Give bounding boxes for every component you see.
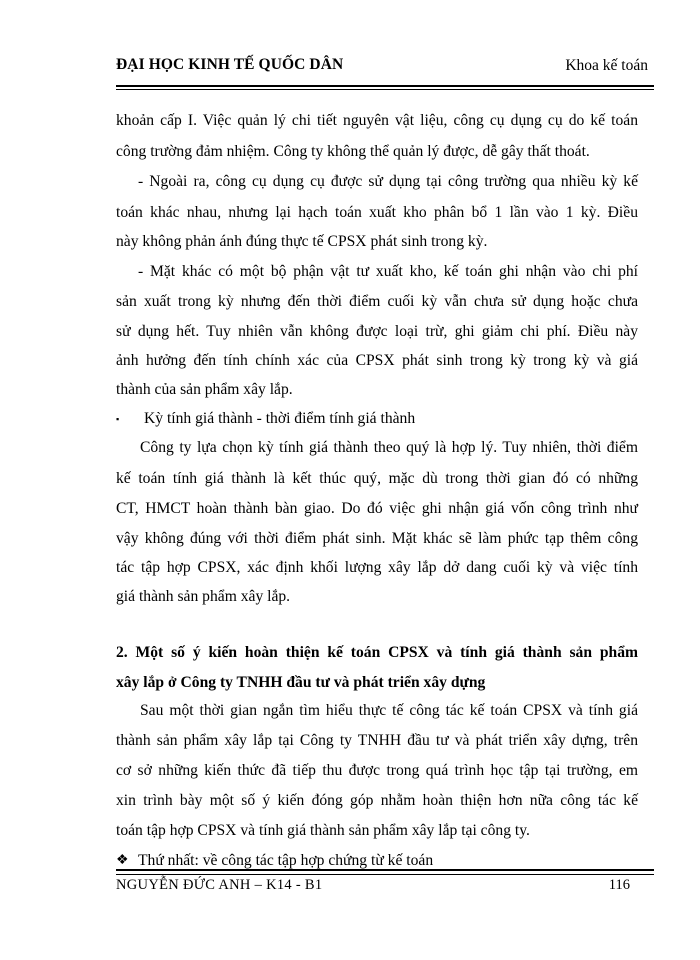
text-line: giá thành sản phẩm xây lắp. [116,588,291,605]
author-name: NGUYỄN ĐỨC ANH – K14 - B1 [116,877,323,893]
text-line: khoản cấp I. Việc quản lý chi tiết nguyên vật liệu, công cụ dụng cụ do kế toán [116,112,638,129]
diamond-bullet-icon: ❖ [116,853,129,868]
text-line: - Mặt khác có một bộ phận vật tư xuất kho, kế toán ghi nhận vào chi phí [138,263,638,280]
text-line: này không phản ánh đúng thực tế CPSX phát sinh trong kỳ. [116,233,488,250]
text-line: toán tập hợp CPSX và tính giá thành sản phẩm xây lắp tại công ty. [116,822,530,839]
text-line: vậy không đúng với thời điểm phát sinh. Mặt khác sẽ làm phức tạp thêm công [116,530,638,547]
text-line: cơ sở những kiến thức đã tiếp thu được trong quá trình học tập tại trường, em [116,762,638,779]
page-number: 116 [608,877,630,893]
university-name: ĐẠI HỌC KINH TẾ QUỐC DÂN [116,56,344,73]
text-line: kế toán tính giá thành là kết thúc quý, mặc dù trong thời gian đó có những [116,470,638,487]
text-line: CT, HMCT hoàn thành bàn giao. Do đó việc ghi nhận giá vốn công trình như [116,500,638,517]
text-line: - Ngoài ra, công cụ dụng cụ được sử dụng tại công trường qua nhiều kỳ kế [138,173,638,190]
header-rule-thick [116,85,654,87]
header-rule-thin [116,89,654,90]
text-line: thành sản phẩm xây lắp tại Công ty TNHH đầu tư và phát triển xây dựng, trên [116,732,638,749]
text-line: ảnh hưởng đến tính chính xác của CPSX phát sinh trong kỳ trong kỳ và giá [116,352,638,369]
bullet-heading-text: Kỳ tính giá thành - thời điểm tính giá thành [144,410,416,427]
faculty-name: Khoa kế toán [565,57,648,74]
page-header [116,56,654,82]
text-line: Công ty lựa chọn kỳ tính giá thành theo quý là hợp lý. Tuy nhiên, thời điểm [140,439,638,456]
footer-rule-thin [116,874,654,875]
bullet-heading [116,404,638,434]
footer-rule-thick [116,869,654,871]
text-line: xin trình bày một số ý kiến đóng góp nhằm hoàn thiện hơn nữa công tác kế [116,792,638,809]
diamond-item-text: Thứ nhất: về công tác tập hợp chứng từ kế toán [138,852,434,869]
page-footer [116,877,654,901]
text-line: sử dụng hết. Tuy nhiên vẫn không được loại trừ, ghi giảm chi phí. Điều này [116,323,638,340]
text-line: sản xuất trong kỳ nhưng đến thời điểm cuối kỳ vẫn chưa sử dụng hoặc chưa [116,293,638,310]
text-line: Sau một thời gian ngắn tìm hiểu thực tế công tác kế toán CPSX và tính giá [140,702,638,719]
square-bullet-icon: ▪ [116,414,120,424]
text-line: toán khác nhau, nhưng lại hạch toán xuất kho phân bổ 1 lần vào 1 kỳ. Điều [116,204,638,221]
text-line: tác tập hợp CPSX, xác định khối lượng xây lắp dở dang cuối kỳ và việc tính [116,559,638,576]
text-line: công trường đảm nhiệm. Công ty không thể quản lý được, dễ gây thất thoát. [116,143,590,160]
diamond-item [116,846,638,876]
section-heading: xây lắp ở Công ty TNHH đầu tư và phát triển xây dựng [116,674,486,691]
section-heading: 2. Một số ý kiến hoàn thiện kế toán CPSX và tính giá thành sản phẩm [116,644,638,661]
text-line: thành của sản phẩm xây lắp. [116,381,293,398]
